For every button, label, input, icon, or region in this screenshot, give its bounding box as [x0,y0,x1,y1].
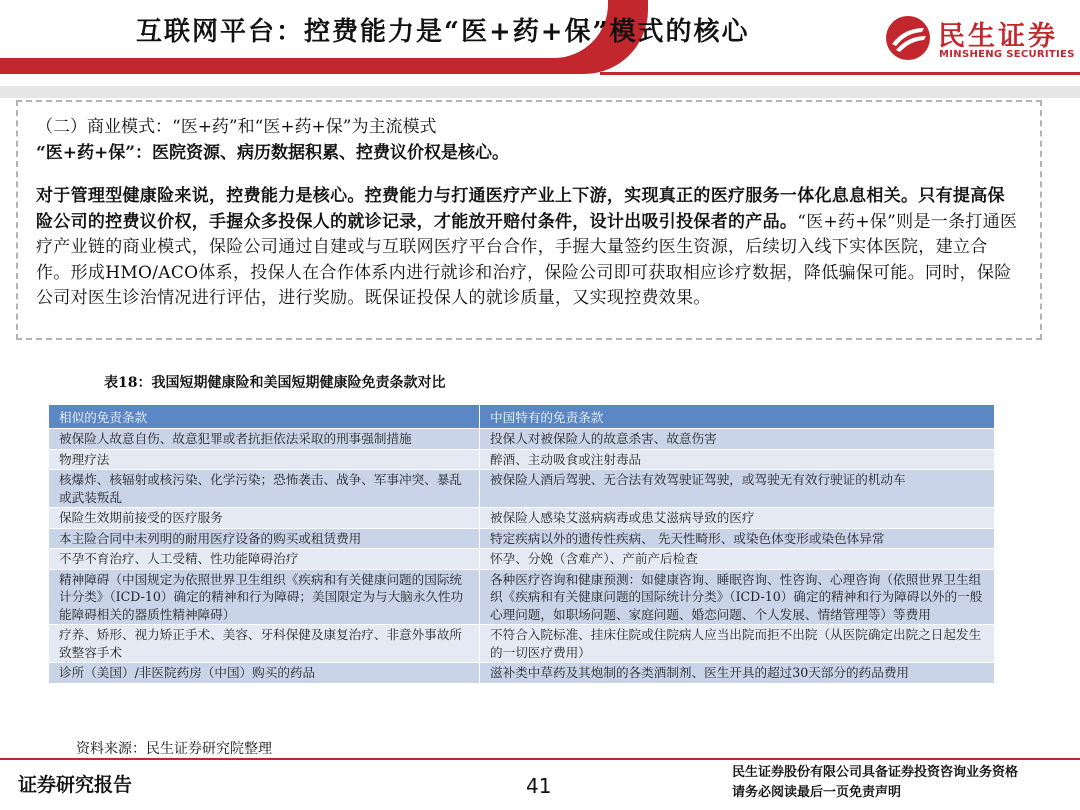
column-header-similar: 相似的免责条款 [49,405,480,429]
paragraph-bold-text: 对于管理型健康险来说，控费能力是核心。控费能力与打通医疗产业上下游，实现真正的医疗服务一体化息息相关。只有提高保险公司的控费议价权，手握众多投保人的就诊记录，才能放开赔付条件，设计出吸引投保者的产品。 [36,186,1005,232]
table-cell: 醉酒、主动吸食或注射毒品 [480,449,995,470]
logo-text-cn: 民生证券 [938,21,1058,52]
table-row [49,429,995,450]
company-logo [884,14,1074,64]
table-source: 资料来源：民生证券研究院整理 [76,741,272,757]
table-cell: 被保险人酒后驾驶、无合法有效驾驶证驾驶，或驾驶无有效行驶证的机动车 [480,470,995,508]
table-cell: 怀孕、分娩（含难产）、产前产后检查 [480,549,995,570]
table-cell: 疗养、矫形、视力矫正手术、美容、牙科保健及康复治疗、非意外事故所致整容手术 [49,625,480,663]
table-cell: 滋补类中草药及其炮制的各类酒制剂、医生开具的超过30天部分的药品费用 [480,663,995,684]
table-cell: 投保人对被保险人的故意杀害、故意伤害 [480,429,995,450]
footer-disclaimer-link[interactable]: 请务必阅读最后一页免责声明 [732,785,902,800]
column-header-china: 中国特有的免责条款 [480,405,995,429]
table-row [49,449,995,470]
section-paragraph [36,184,1018,312]
table-cell: 被保险人感染艾滋病病毒或患艾滋病导致的医疗 [480,508,995,529]
business-model-box [16,100,1042,340]
table-cell: 各种医疗咨询和健康预测：如健康咨询、睡眠咨询、性咨询、心理咨询（依照世界卫生组织《疾病和有关健康问题的国际统计分类》（ICD-10）确定的精神和行为障碍以外的一般心理问题，如职场问题、家庭问题、婚恋问题、个人发展、情绪管理等）等费用 [480,569,995,625]
table-caption: 表18：我国短期健康险和美国短期健康险免责条款对比 [104,375,446,391]
footer-qualification: 民生证券股份有限公司具备证券投资咨询业务资格 [732,765,1019,780]
header-gray-band [0,86,1080,98]
table-cell: 特定疾病以外的遗传性疾病、 先天性畸形、或染色体变形或染色体异常 [480,528,995,549]
table-cell: 诊所（美国）/非医院药房（中国）购买的药品 [49,663,480,684]
table-row [49,549,995,570]
page-title: 互联网平台：控费能力是“医+药+保”模式的核心 [136,16,750,47]
table-row [49,528,995,549]
table-cell: 精神障碍（中国规定为依照世界卫生组织《疾病和有关健康问题的国际统计分类》（ICD-10）确定的精神和行为障碍；美国限定为与大脑永久性功能障碍相关的器质性精神障碍） [49,569,480,625]
table-row [49,508,995,529]
exclusion-table [48,404,995,684]
footer-rule [0,758,1080,760]
table-cell: 不符合入院标准、挂床住院或住院病人应当出院而拒不出院（从医院确定出院之日起发生的一切医疗费用） [480,625,995,663]
table-cell: 保险生效期前接受的医疗服务 [49,508,480,529]
section-subtitle: （二）商业模式：“医+药”和“医+药+保”为主流模式 [36,117,437,137]
title-bar [0,0,750,74]
footer-disclaimer [732,763,1018,803]
table-row [49,470,995,508]
minsheng-logo-icon [884,14,932,62]
section-headline: “医+药+保”：医院资源、病历数据积累、控费议价权是核心。 [36,143,510,163]
table-row [49,663,995,684]
table-header-row [49,405,995,429]
header-rule [600,72,1080,75]
logo-text-en: MINSHENG SECURITIES [939,49,1075,60]
table-cell: 不孕不育治疗、人工受精、性功能障碍治疗 [49,549,480,570]
table-cell: 被保险人故意自伤、故意犯罪或者抗拒依法采取的刑事强制措施 [49,429,480,450]
paragraph-text: “医+药+保”则是一条打通医疗产业链的商业模式，保险公司通过自建或与互联网医疗平台合作，手握大量签约医生资源，后续切入线下实体医院，建立合作。形成HMO/ACO体系，投保人在合作体系内进行就诊和治疗，保险公司即可获取相应诊疗数据，降低骗保可能。同时，保险公司对医生诊治情况进行评估，进行奖励。既保证投保人的就诊质量，又实现控费效果。 [36,211,1018,309]
table-row [49,625,995,663]
footer-report-label: 证券研究报告 [18,774,133,796]
title-panel [0,0,750,58]
table-row [49,569,995,625]
table-cell: 本主险合同中未列明的耐用医疗设备的购买或租赁费用 [49,528,480,549]
table-cell: 核爆炸、核辐射或核污染、化学污染；恐怖袭击、战争、军事冲突、暴乱或武装叛乱 [49,470,480,508]
table-cell: 物理疗法 [49,449,480,470]
page-number: 41 [526,774,552,798]
